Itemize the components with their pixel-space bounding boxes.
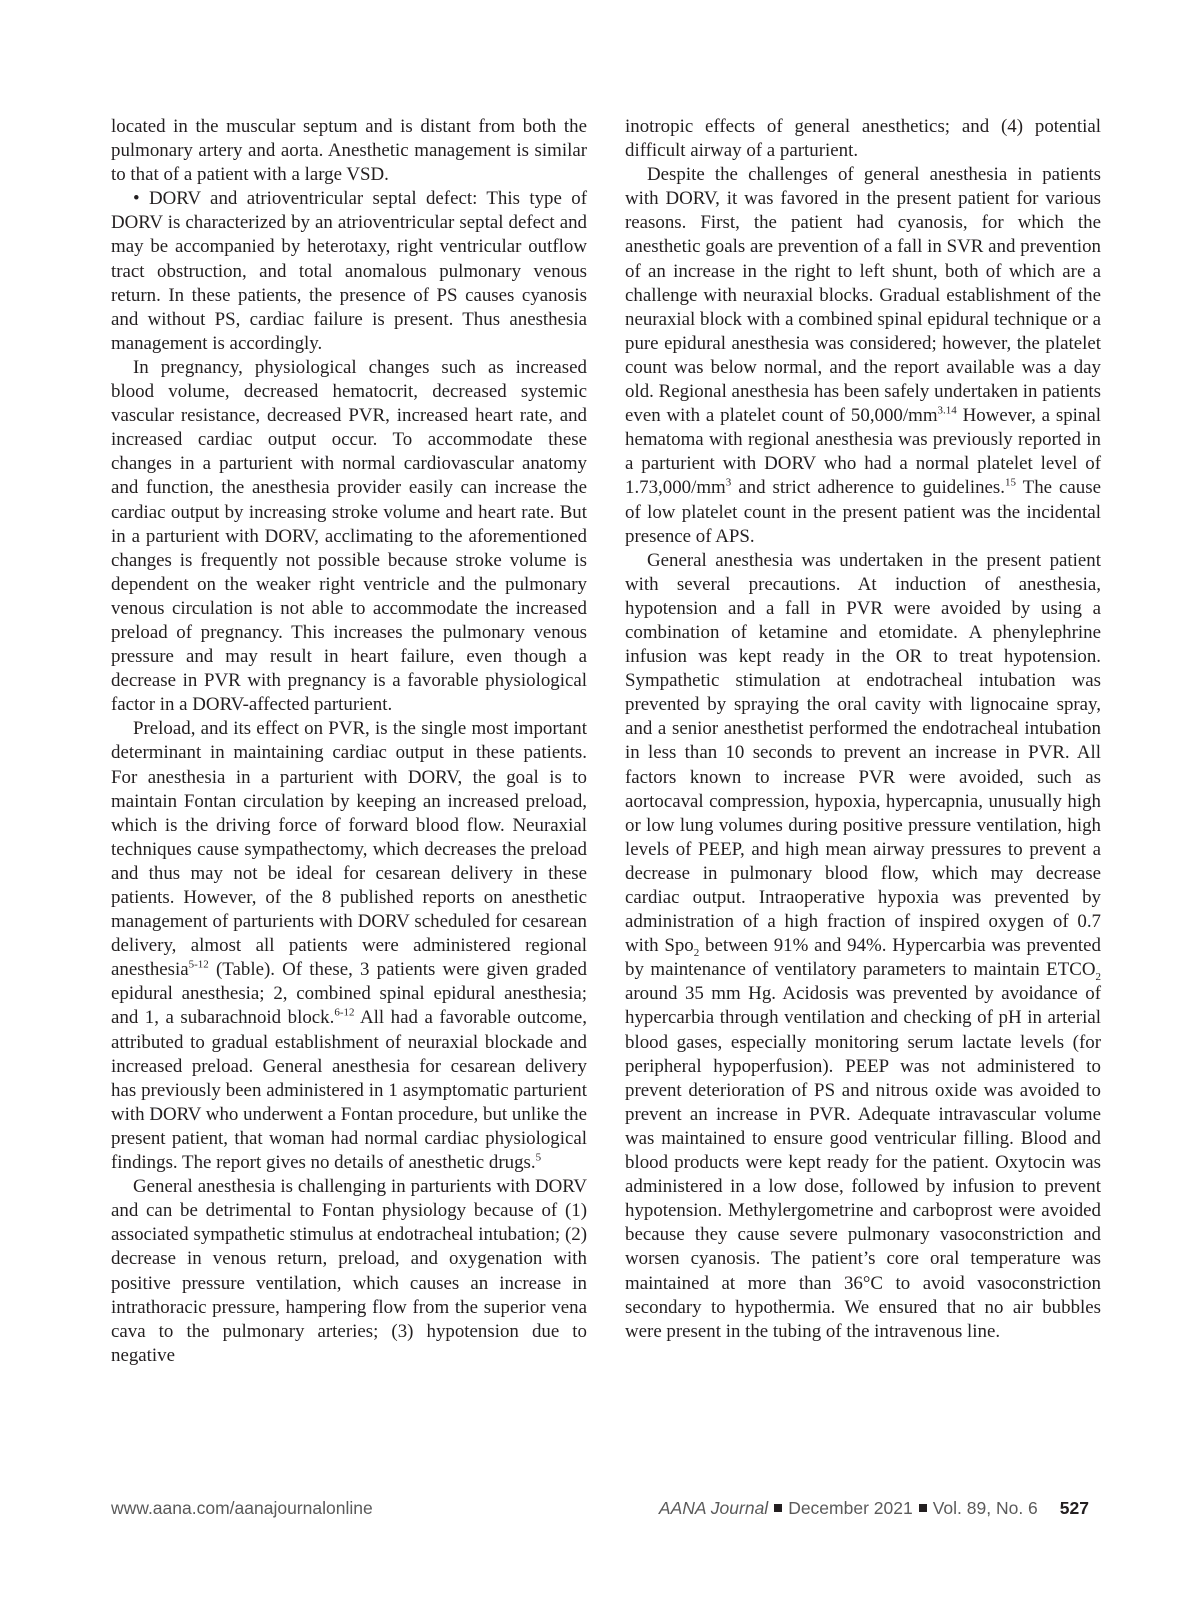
text-run: Despite the challenges of general anesthesia in patients with DORV, it was favored in the present patient for various reasons. First, the patient had cyanosis, for which the anesthetic goals are prevention of a fall in SVR and prevention of an increase in the right to left shunt, both of which are a challenge with neuraxial blocks. Gradual establishment of the neuraxial block with a combined spinal epidural technique or a pure epidural anesthesia was considered; however, the platelet count was below normal, and the report available was a day old. Regional anesthesia has been safely undertaken in patients even with a platelet count of 50,000/mm [625,164,1101,427]
left-column [111,115,587,1368]
citation-ref: 3.14 [937,404,957,417]
volume-issue: Vol. 89, No. 6 [932,1498,1038,1518]
issue-date: December 2021 [788,1498,913,1518]
paragraph [111,717,587,1175]
subscript: 2 [693,946,700,959]
right-column [625,115,1101,1344]
journal-citation [659,1498,1089,1519]
text-run: Preload, and its effect on PVR, is the single most important determinant in maintaining cardiac output in these patients. For anesthesia in a parturient with DORV, the goal is to maintain Fontan circulation by keeping an increased preload, which is the driving force of forward blood flow. Neuraxial techniques cause sympathectomy, which decreases the preload and thus may not be ideal for cesarean delivery in these patients. However, of the 8 published reports on anesthetic management of parturients with DORV scheduled for cesarean delivery, almost all patients were administered regional anesthesia [111,718,587,981]
paragraph: inotropic effects of general anesthetics; and (4) potential difficult airway of a parturient. [625,116,1101,162]
journal-url[interactable]: www.aana.com/aanajournalonline [111,1498,373,1518]
text-run: (Table). Of these, 3 patients were given graded epidural anesthesia; 2, combined spinal epidural anesthesia; and 1, a subarachnoid block. [111,959,587,1029]
paragraph [625,163,1101,549]
text-run: The cause of low platelet count in the present patient was the incidental presence of APS. [625,477,1101,547]
citation-ref: 6-12 [334,1007,355,1020]
citation-ref: 5-12 [188,958,209,971]
text-run: and strict adherence to guidelines. [731,477,1005,499]
text-run: General anesthesia was undertaken in the present patient with several precautions. At induction of anesthesia, hypotension and a fall in PVR were avoided by using a combination of ketamine and etomidate. A phenylephrine infusion was kept ready in the OR to treat hypotension. Sympathetic stimulation at endotracheal intubation was prevented by spraying the oral cavity with lignocaine spray, and a senior anesthetist performed the endotracheal intubation in less than 10 seconds to prevent an increase in PVR. All factors known to increase PVR were avoided, such as aortocaval compression, hypoxia, hypercapnia, unusually high or low lung volumes during positive pressure ventilation, high levels of PEEP, and high mean airway pressures to prevent a decrease in pulmonary blood flow, which may decrease cardiac output. Intraoperative hypoxia was prevented by administration of a high fraction of inspired oxygen of 0.7 with Spo [625,549,1101,957]
text-run: around 35 mm Hg. Acidosis was prevented by avoidance of hypercarbia through ventilation and checking of pH in arterial blood gases, especially monitoring serum lactate levels (for peripheral hypoperfusion). PEEP was not administered to prevent deterioration of PS and nitrous oxide was avoided to prevent an increase in PVR. Adequate intravascular volume was maintained to ensure good ventricular filling. Blood and blood products were kept ready for the patient. Oxytocin was administered in a low dose, followed by infusion to prevent hypotension. Methylergometrine and carboprost were avoided because they cause severe pulmonary vasoconstriction and worsen cyanosis. The patient’s core oral temperature was maintained at more than 36°C to avoid vasoconstriction secondary to hypothermia. We ensured that no air bubbles were present in the tubing of the intravenous line. [625,983,1101,1342]
paragraph: General anesthesia is challenging in parturients with DORV and can be detrimental to Fontan physiology because of (1) associated sympathetic stimulus at endotracheal intubation; (2) decrease in venous return, preload, and oxygenation with positive pressure ventilation, which causes an increase in intrathoracic pressure, hampering flow from the superior vena cava to the pulmonary arteries; (3) hypotension due to negative [111,1176,587,1366]
text-run: All had a favorable outcome, attributed to gradual establishment of neuraxial blockade and increased preload. General anesthesia for cesarean delivery has previously been administered in 1 asymptomatic parturient with DORV who underwent a Fontan procedure, but unlike the present patient, that woman had normal cardiac physiological findings. The report gives no details of anesthetic drugs. [111,1007,587,1174]
superscript: 3 [725,477,732,490]
square-bullet-icon [919,1504,927,1512]
text-run: between 91% and 94%. Hypercarbia was prevented by maintenance of ventilatory parameters to maintain ETCO [625,935,1101,981]
paragraph: In pregnancy, physiological changes such as increased blood volume, decreased hematocrit, decreased systemic vascular resistance, decreased PVR, increased heart rate, and increased cardiac output occur. To accommodate these changes in a parturient with normal cardiovascular anatomy and function, the anesthesia provider easily can increase the cardiac output by increasing stroke volume and heart rate. But in a parturient with DORV, acclimating to the aforementioned changes is frequently not possible because stroke volume is dependent on the weaker right ventricle and the pulmonary venous circulation is not able to accommodate the increased preload of pregnancy. This increases the pulmonary venous pressure and may result in heart failure, even though a decrease in PVR with pregnancy is a favorable physiological factor in a DORV-affected parturient. [111,356,587,716]
citation-ref: 5 [535,1151,542,1164]
subscript: 2 [1095,971,1101,984]
bullet-paragraph: • DORV and atrioventricular septal defect: This type of DORV is characterized by an atrioventricular septal defect and may be accompanied by heterotaxy, right ventricular outflow tract obstruction, and total anomalous pulmonary venous return. In these patients, the presence of PS causes cyanosis and without PS, cardiac failure is present. Thus anesthesia management is accordingly. [111,188,587,354]
journal-name: AANA Journal [658,1498,769,1518]
square-bullet-icon [774,1504,782,1512]
page-number: 527 [1059,1498,1089,1518]
paragraph: located in the muscular septum and is distant from both the pulmonary artery and aorta. Anesthetic management is similar to that of a patient with a large VSD. [111,116,587,186]
text-run: However, a spinal hematoma with regional anesthesia was previously reported in a parturient with DORV who had a normal platelet level of 1.73,000/mm [625,405,1101,499]
citation-ref: 15 [1004,477,1016,490]
page-footer [111,1498,1089,1526]
paragraph [625,549,1101,1344]
